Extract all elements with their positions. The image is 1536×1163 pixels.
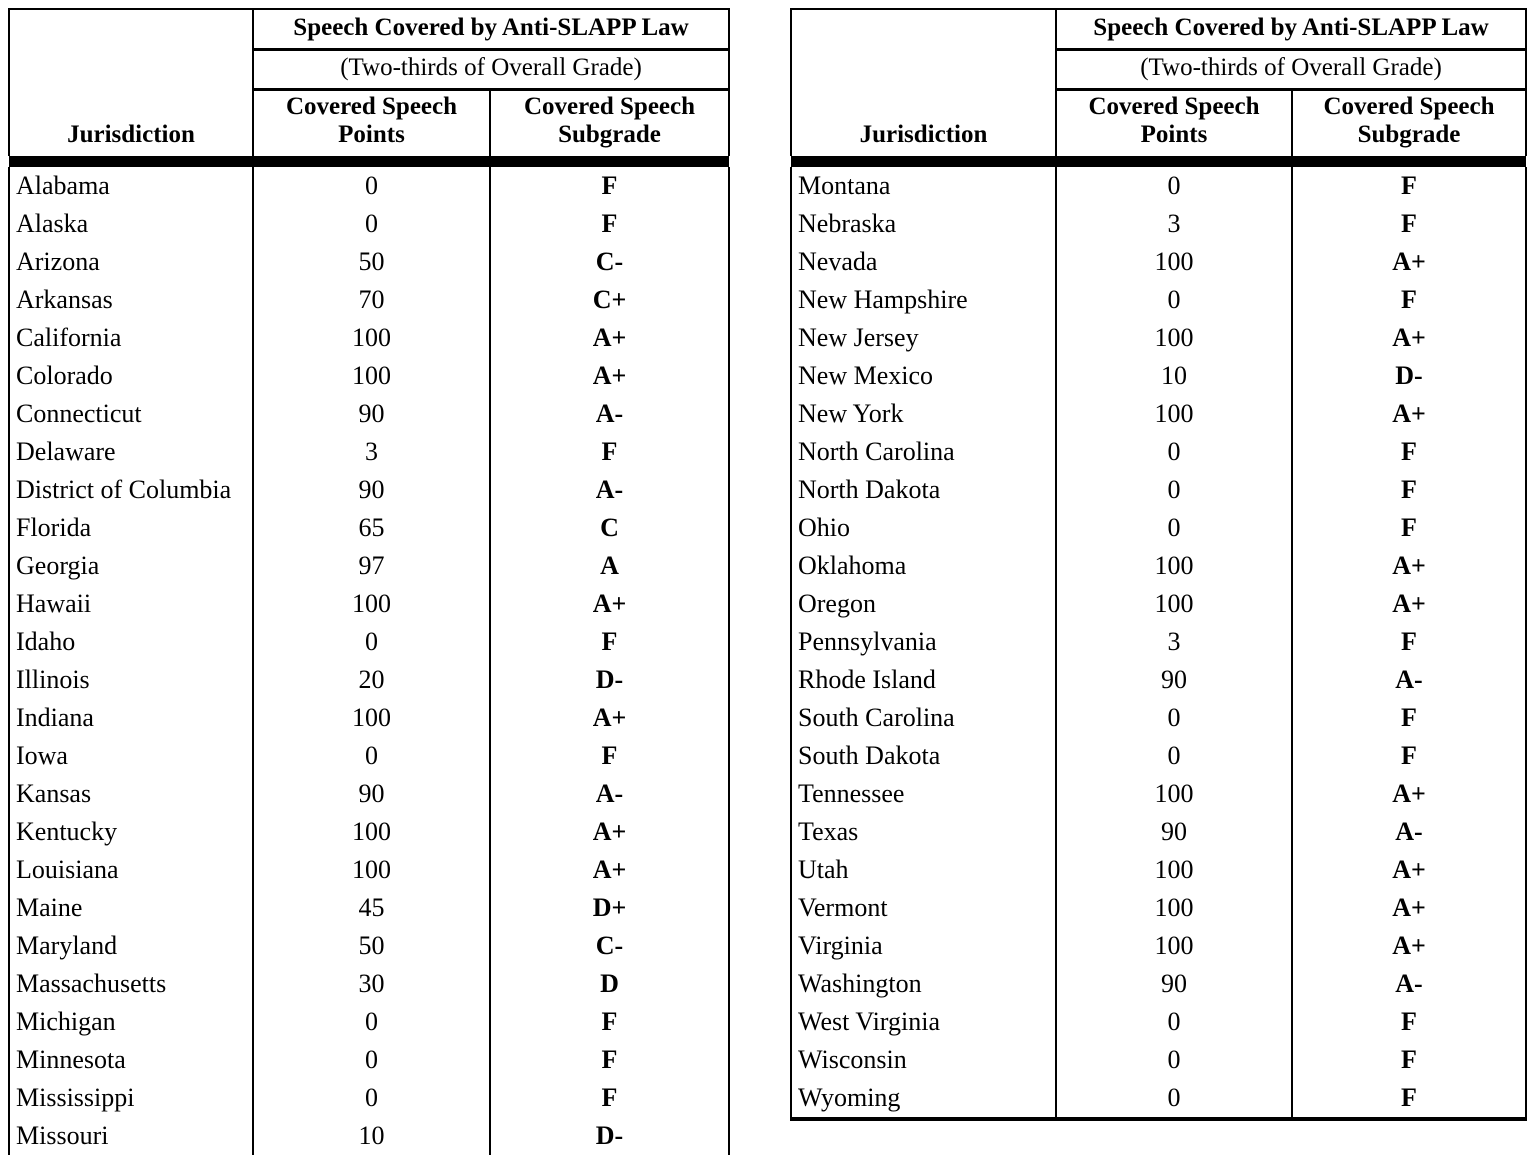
table-row — [9, 243, 729, 281]
cell-covered-speech-subgrade: A+ — [1292, 243, 1526, 281]
cell-covered-speech-points: 100 — [1056, 889, 1292, 927]
cell-covered-speech-points: 0 — [1056, 1041, 1292, 1079]
cell-covered-speech-points: 100 — [253, 699, 490, 737]
cell-jurisdiction: North Dakota — [791, 471, 1056, 509]
cell-jurisdiction: Iowa — [9, 737, 253, 775]
cell-jurisdiction: Michigan — [9, 1003, 253, 1041]
cell-jurisdiction: Alabama — [9, 167, 253, 205]
table-row — [9, 623, 729, 661]
cell-jurisdiction: New Hampshire — [791, 281, 1056, 319]
cell-jurisdiction: Georgia — [9, 547, 253, 585]
table-row — [9, 281, 729, 319]
cell-covered-speech-points: 0 — [253, 623, 490, 661]
cell-jurisdiction: Tennessee — [791, 775, 1056, 813]
table-row — [9, 927, 729, 965]
cell-covered-speech-subgrade: A+ — [1292, 927, 1526, 965]
table-row — [791, 1003, 1526, 1041]
cell-jurisdiction: West Virginia — [791, 1003, 1056, 1041]
cell-jurisdiction: Montana — [791, 167, 1056, 205]
covered-speech-subgrade-header — [490, 90, 729, 157]
cell-covered-speech-points: 0 — [253, 205, 490, 243]
cell-covered-speech-subgrade: F — [490, 1079, 729, 1117]
cell-jurisdiction: Arkansas — [9, 281, 253, 319]
cell-covered-speech-subgrade: D — [490, 965, 729, 1003]
cell-covered-speech-subgrade: F — [1292, 1079, 1526, 1119]
table-row — [9, 851, 729, 889]
cell-covered-speech-points: 0 — [253, 737, 490, 775]
header-body-separator-bar — [791, 156, 1526, 167]
cell-jurisdiction: New Jersey — [791, 319, 1056, 357]
cell-covered-speech-points: 30 — [253, 965, 490, 1003]
cell-jurisdiction: Connecticut — [9, 395, 253, 433]
cell-jurisdiction: Hawaii — [9, 585, 253, 623]
subgrade-header-line2: Subgrade — [558, 121, 661, 148]
cell-covered-speech-subgrade: D- — [490, 661, 729, 699]
table-row — [791, 281, 1526, 319]
table-row — [791, 243, 1526, 281]
table-row — [791, 319, 1526, 357]
table-row — [9, 1117, 729, 1155]
grade-table-right — [790, 8, 1527, 1121]
cell-covered-speech-points: 97 — [253, 547, 490, 585]
cell-jurisdiction: Virginia — [791, 927, 1056, 965]
cell-covered-speech-points: 90 — [253, 471, 490, 509]
cell-covered-speech-points: 20 — [253, 661, 490, 699]
cell-covered-speech-points: 0 — [1056, 1003, 1292, 1041]
cell-covered-speech-subgrade: A+ — [490, 851, 729, 889]
cell-jurisdiction: Maryland — [9, 927, 253, 965]
cell-covered-speech-points: 10 — [1056, 357, 1292, 395]
table-row — [791, 775, 1526, 813]
covered-speech-subgrade-header — [1292, 90, 1526, 157]
jurisdiction-column-header: Jurisdiction — [859, 121, 988, 148]
cell-covered-speech-subgrade: A+ — [490, 585, 729, 623]
cell-covered-speech-points: 90 — [253, 775, 490, 813]
cell-covered-speech-subgrade: A- — [1292, 661, 1526, 699]
table-row — [9, 357, 729, 395]
table-row — [791, 471, 1526, 509]
points-header-line1: Covered Speech — [1088, 93, 1260, 120]
cell-covered-speech-subgrade: F — [490, 205, 729, 243]
table-body-left — [9, 167, 729, 1155]
cell-covered-speech-points: 65 — [253, 509, 490, 547]
table-row — [791, 813, 1526, 851]
cell-covered-speech-subgrade: A — [490, 547, 729, 585]
cell-covered-speech-points: 3 — [253, 433, 490, 471]
corner-blank-cell — [791, 9, 1056, 156]
cell-covered-speech-points: 90 — [1056, 661, 1292, 699]
cell-covered-speech-subgrade: F — [490, 737, 729, 775]
cell-covered-speech-subgrade: F — [490, 623, 729, 661]
cell-jurisdiction: Texas — [791, 813, 1056, 851]
cell-covered-speech-subgrade: F — [1292, 623, 1526, 661]
cell-covered-speech-subgrade: F — [1292, 737, 1526, 775]
cell-covered-speech-points: 0 — [1056, 433, 1292, 471]
table-row — [791, 395, 1526, 433]
cell-jurisdiction: Mississippi — [9, 1079, 253, 1117]
cell-covered-speech-points: 100 — [1056, 243, 1292, 281]
table-row — [9, 319, 729, 357]
table-row — [791, 699, 1526, 737]
cell-covered-speech-points: 0 — [253, 167, 490, 205]
table-row — [791, 1041, 1526, 1079]
cell-covered-speech-subgrade: A- — [1292, 813, 1526, 851]
cell-jurisdiction: Oklahoma — [791, 547, 1056, 585]
cell-covered-speech-subgrade: D- — [490, 1117, 729, 1155]
cell-jurisdiction: Nevada — [791, 243, 1056, 281]
table-row — [9, 585, 729, 623]
table-row — [791, 585, 1526, 623]
jurisdiction-column-header: Jurisdiction — [67, 121, 195, 148]
cell-jurisdiction: Utah — [791, 851, 1056, 889]
covered-speech-points-header — [253, 90, 490, 157]
cell-covered-speech-subgrade: F — [490, 167, 729, 205]
cell-jurisdiction: South Dakota — [791, 737, 1056, 775]
cell-jurisdiction: Ohio — [791, 509, 1056, 547]
cell-covered-speech-subgrade: A+ — [1292, 889, 1526, 927]
cell-covered-speech-subgrade: A- — [490, 395, 729, 433]
cell-covered-speech-subgrade: D+ — [490, 889, 729, 927]
cell-covered-speech-subgrade: F — [1292, 205, 1526, 243]
table-row — [9, 813, 729, 851]
covered-speech-points-header — [1056, 90, 1292, 157]
cell-covered-speech-subgrade: F — [1292, 1003, 1526, 1041]
cell-jurisdiction: Arizona — [9, 243, 253, 281]
cell-jurisdiction: Missouri — [9, 1117, 253, 1155]
cell-covered-speech-points: 100 — [1056, 775, 1292, 813]
cell-jurisdiction: Nebraska — [791, 205, 1056, 243]
cell-jurisdiction: Washington — [791, 965, 1056, 1003]
cell-covered-speech-points: 0 — [1056, 509, 1292, 547]
points-header-line1: Covered Speech — [285, 93, 458, 120]
cell-covered-speech-subgrade: C- — [490, 243, 729, 281]
cell-covered-speech-subgrade: C- — [490, 927, 729, 965]
cell-covered-speech-points: 100 — [253, 357, 490, 395]
cell-covered-speech-points: 70 — [253, 281, 490, 319]
cell-covered-speech-points: 0 — [1056, 167, 1292, 205]
cell-covered-speech-subgrade: A- — [490, 471, 729, 509]
table-row — [791, 851, 1526, 889]
cell-covered-speech-subgrade: F — [1292, 433, 1526, 471]
header-row-title — [9, 9, 729, 50]
cell-covered-speech-subgrade: A+ — [1292, 547, 1526, 585]
cell-covered-speech-points: 50 — [253, 243, 490, 281]
header-row-title — [791, 9, 1526, 50]
table-row — [791, 661, 1526, 699]
cell-covered-speech-points: 50 — [253, 927, 490, 965]
cell-jurisdiction: New Mexico — [791, 357, 1056, 395]
anti-slapp-table-left — [8, 8, 730, 1155]
cell-covered-speech-subgrade: F — [1292, 167, 1526, 205]
table-row — [9, 395, 729, 433]
cell-covered-speech-subgrade: A+ — [490, 319, 729, 357]
cell-covered-speech-points: 90 — [1056, 965, 1292, 1003]
table-row — [791, 623, 1526, 661]
cell-jurisdiction: Oregon — [791, 585, 1056, 623]
subgrade-header-line2: Subgrade — [1357, 121, 1461, 148]
cell-covered-speech-subgrade: A+ — [1292, 775, 1526, 813]
cell-covered-speech-subgrade: F — [490, 1041, 729, 1079]
cell-covered-speech-points: 0 — [1056, 471, 1292, 509]
cell-covered-speech-subgrade: F — [1292, 471, 1526, 509]
cell-covered-speech-subgrade: F — [1292, 1041, 1526, 1079]
cell-covered-speech-subgrade: F — [490, 1003, 729, 1041]
table-row — [9, 1003, 729, 1041]
cell-jurisdiction: Idaho — [9, 623, 253, 661]
table-row — [9, 205, 729, 243]
cell-covered-speech-points: 10 — [253, 1117, 490, 1155]
table-row — [791, 167, 1526, 205]
cell-covered-speech-subgrade: C — [490, 509, 729, 547]
cell-covered-speech-subgrade: A- — [1292, 965, 1526, 1003]
cell-jurisdiction: California — [9, 319, 253, 357]
table-body-right — [791, 167, 1526, 1119]
cell-covered-speech-subgrade: D- — [1292, 357, 1526, 395]
table-row — [9, 1079, 729, 1117]
table-row — [9, 889, 729, 927]
cell-covered-speech-points: 100 — [1056, 927, 1292, 965]
table-row — [9, 471, 729, 509]
cell-covered-speech-points: 100 — [253, 851, 490, 889]
cell-jurisdiction: District of Columbia — [9, 471, 253, 509]
cell-covered-speech-points: 3 — [1056, 623, 1292, 661]
cell-covered-speech-points: 45 — [253, 889, 490, 927]
cell-covered-speech-points: 100 — [253, 813, 490, 851]
table-row — [9, 547, 729, 585]
separator-segment-jurisdiction — [9, 156, 253, 167]
cell-covered-speech-points: 0 — [1056, 281, 1292, 319]
table-row — [791, 509, 1526, 547]
cell-jurisdiction: Illinois — [9, 661, 253, 699]
separator-segment-scores — [253, 156, 729, 167]
subgrade-header-line1: Covered Speech — [523, 93, 696, 120]
cell-covered-speech-points: 0 — [1056, 1079, 1292, 1119]
cell-covered-speech-points: 90 — [1056, 813, 1292, 851]
cell-jurisdiction: Wyoming — [791, 1079, 1056, 1119]
cell-jurisdiction: Massachusetts — [9, 965, 253, 1003]
cell-covered-speech-points: 0 — [253, 1041, 490, 1079]
cell-covered-speech-subgrade: A- — [490, 775, 729, 813]
grade-table-left — [8, 8, 730, 1155]
cell-covered-speech-subgrade: A+ — [1292, 395, 1526, 433]
cell-covered-speech-points: 3 — [1056, 205, 1292, 243]
cell-covered-speech-points: 100 — [253, 319, 490, 357]
cell-jurisdiction: Minnesota — [9, 1041, 253, 1079]
points-header-line2: Points — [1140, 121, 1208, 148]
points-header-line2: Points — [338, 121, 405, 148]
cell-covered-speech-subgrade: F — [490, 433, 729, 471]
table-row — [791, 547, 1526, 585]
cell-covered-speech-subgrade: A+ — [490, 357, 729, 395]
table-row — [791, 927, 1526, 965]
table-row — [9, 509, 729, 547]
cell-jurisdiction: Alaska — [9, 205, 253, 243]
cell-jurisdiction: Colorado — [9, 357, 253, 395]
cell-covered-speech-points: 0 — [253, 1003, 490, 1041]
cell-covered-speech-subgrade: A+ — [1292, 319, 1526, 357]
separator-segment-scores — [1056, 156, 1526, 167]
speech-covered-title: Speech Covered by Anti-SLAPP Law — [253, 9, 729, 50]
cell-jurisdiction: Indiana — [9, 699, 253, 737]
speech-covered-subtitle: (Two-thirds of Overall Grade) — [1056, 50, 1526, 90]
table-row — [9, 737, 729, 775]
cell-covered-speech-points: 100 — [1056, 395, 1292, 433]
speech-covered-title: Speech Covered by Anti-SLAPP Law — [1056, 9, 1526, 50]
cell-jurisdiction: North Carolina — [791, 433, 1056, 471]
cell-covered-speech-subgrade: A+ — [1292, 851, 1526, 889]
cell-jurisdiction: Delaware — [9, 433, 253, 471]
table-row — [791, 889, 1526, 927]
cell-covered-speech-points: 0 — [253, 1079, 490, 1117]
cell-covered-speech-points: 100 — [1056, 851, 1292, 889]
cell-jurisdiction: New York — [791, 395, 1056, 433]
cell-covered-speech-points: 100 — [1056, 547, 1292, 585]
table-row — [9, 167, 729, 205]
cell-jurisdiction: South Carolina — [791, 699, 1056, 737]
table-header-right — [791, 9, 1526, 167]
cell-covered-speech-subgrade: A+ — [490, 813, 729, 851]
table-row — [791, 737, 1526, 775]
header-body-separator-bar — [9, 156, 729, 167]
cell-jurisdiction: Louisiana — [9, 851, 253, 889]
cell-jurisdiction: Florida — [9, 509, 253, 547]
cell-covered-speech-subgrade: F — [1292, 281, 1526, 319]
subgrade-header-line1: Covered Speech — [1323, 93, 1495, 120]
cell-covered-speech-points: 100 — [253, 585, 490, 623]
cell-covered-speech-subgrade: A+ — [490, 699, 729, 737]
cell-covered-speech-points: 0 — [1056, 737, 1292, 775]
cell-covered-speech-subgrade: F — [1292, 699, 1526, 737]
table-row — [791, 433, 1526, 471]
cell-covered-speech-points: 100 — [1056, 585, 1292, 623]
cell-jurisdiction: Vermont — [791, 889, 1056, 927]
corner-blank-cell — [9, 9, 253, 156]
table-row — [791, 357, 1526, 395]
table-row — [791, 205, 1526, 243]
cell-covered-speech-points: 100 — [1056, 319, 1292, 357]
cell-covered-speech-subgrade: F — [1292, 509, 1526, 547]
table-header-left — [9, 9, 729, 167]
cell-covered-speech-points: 0 — [1056, 699, 1292, 737]
table-row — [9, 661, 729, 699]
table-row — [9, 775, 729, 813]
cell-jurisdiction: Maine — [9, 889, 253, 927]
table-row — [9, 1041, 729, 1079]
table-row — [9, 433, 729, 471]
separator-segment-jurisdiction — [791, 156, 1056, 167]
table-row — [791, 1079, 1526, 1119]
cell-jurisdiction: Wisconsin — [791, 1041, 1056, 1079]
table-row — [9, 699, 729, 737]
cell-jurisdiction: Rhode Island — [791, 661, 1056, 699]
table-row — [9, 965, 729, 1003]
cell-covered-speech-subgrade: A+ — [1292, 585, 1526, 623]
speech-covered-subtitle: (Two-thirds of Overall Grade) — [253, 50, 729, 90]
anti-slapp-table-right — [790, 8, 1527, 1121]
cell-jurisdiction: Pennsylvania — [791, 623, 1056, 661]
cell-covered-speech-subgrade: C+ — [490, 281, 729, 319]
cell-covered-speech-points: 90 — [253, 395, 490, 433]
table-row — [791, 965, 1526, 1003]
cell-jurisdiction: Kentucky — [9, 813, 253, 851]
cell-jurisdiction: Kansas — [9, 775, 253, 813]
